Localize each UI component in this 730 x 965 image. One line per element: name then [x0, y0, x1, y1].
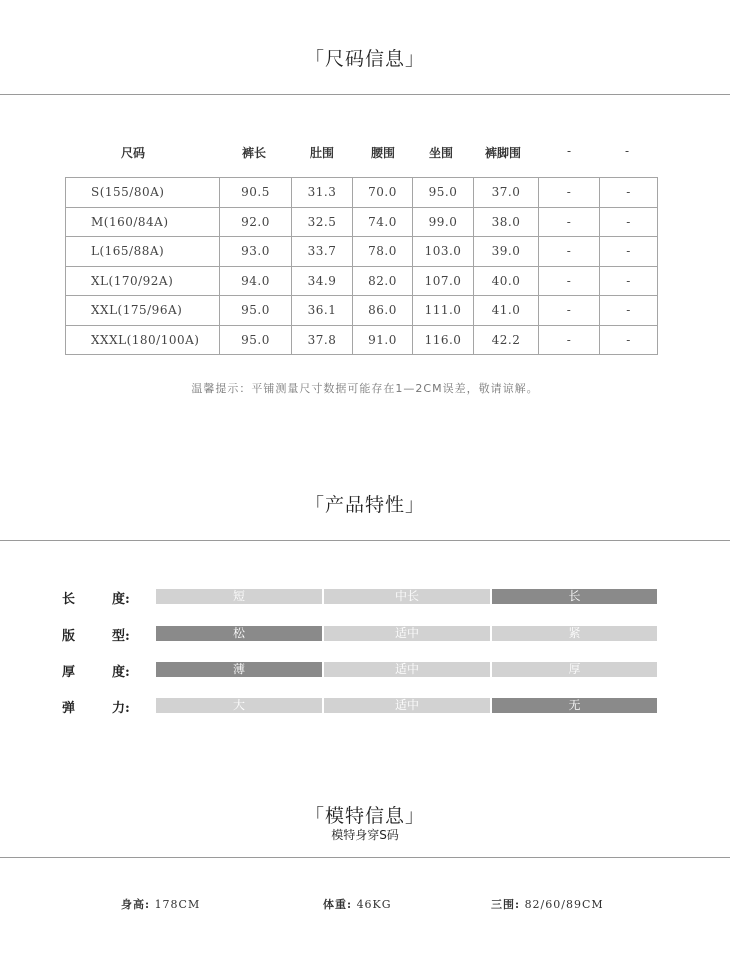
- feature-label: 弹: [62, 701, 76, 716]
- measurement-cell: 40.0: [474, 266, 539, 296]
- measurement-cell: 107.0: [413, 266, 474, 296]
- measurement-cell: 95.0: [413, 178, 474, 208]
- measurement-cell: 31.3: [292, 178, 353, 208]
- measurement-cell: -: [600, 207, 658, 237]
- measurement-cell: 33.7: [292, 237, 353, 267]
- model-subtitle: 模特身穿S码: [331, 828, 399, 842]
- size-cell: M(160/84A): [66, 207, 220, 237]
- table-row: [66, 296, 658, 326]
- header-belly: 肚围: [310, 146, 335, 160]
- measurement-cell: 90.5: [220, 178, 292, 208]
- measurement-cell: 95.0: [220, 325, 292, 355]
- size-cell: XL(170/92A): [66, 266, 220, 296]
- feature-label: 厚: [62, 665, 76, 680]
- feature-label-suffix: 度:: [112, 592, 130, 607]
- measurement-cell: 94.0: [220, 266, 292, 296]
- measurement-cell: 41.0: [474, 296, 539, 326]
- measurement-cell: 86.0: [353, 296, 413, 326]
- model-weight-value: 46KG: [356, 898, 392, 911]
- feature-option-selected: 薄: [156, 662, 322, 677]
- feature-option: 紧: [492, 626, 657, 641]
- feature-option-selected: 松: [156, 626, 322, 641]
- measurement-cell: 93.0: [220, 237, 292, 267]
- measurement-cell: 34.9: [292, 266, 353, 296]
- header-blank-1: -: [567, 144, 572, 158]
- feature-option-selected: 长: [492, 589, 657, 604]
- size-cell: S(155/80A): [66, 178, 220, 208]
- feature-option: 适中: [324, 662, 490, 677]
- measurement-cell: 99.0: [413, 207, 474, 237]
- model-measurements: [491, 896, 604, 912]
- model-weight-label: 体重:: [323, 898, 353, 911]
- header-waist: 腰围: [371, 146, 396, 160]
- header-hem: 裤脚围: [485, 146, 522, 160]
- feature-option: 中长: [324, 589, 490, 604]
- measurement-cell: 95.0: [220, 296, 292, 326]
- feature-option: 适中: [324, 698, 490, 713]
- measurement-cell: -: [539, 207, 600, 237]
- measurement-cell: -: [600, 178, 658, 208]
- measurement-cell: 38.0: [474, 207, 539, 237]
- measurement-cell: 36.1: [292, 296, 353, 326]
- table-row: [66, 325, 658, 355]
- measurement-cell: -: [600, 237, 658, 267]
- feature-label: 长: [62, 592, 76, 607]
- feature-option: 适中: [324, 626, 490, 641]
- measurement-cell: 92.0: [220, 207, 292, 237]
- table-row: [66, 178, 658, 208]
- table-row: [66, 266, 658, 296]
- measurement-cell: 74.0: [353, 207, 413, 237]
- size-cell: XXL(175/96A): [66, 296, 220, 326]
- model-height-value: 178CM: [154, 898, 201, 911]
- feature-label: 版: [62, 629, 76, 644]
- measurement-cell: 82.0: [353, 266, 413, 296]
- feature-label-suffix: 力:: [112, 701, 130, 716]
- divider: [0, 540, 730, 541]
- measurement-cell: 32.5: [292, 207, 353, 237]
- model-section-title: 「模特信息」: [304, 805, 425, 827]
- feature-option: 短: [156, 589, 322, 604]
- feature-row: [0, 662, 730, 678]
- header-length: 裤长: [242, 146, 267, 160]
- size-cell: L(165/88A): [66, 237, 220, 267]
- measurement-cell: 37.0: [474, 178, 539, 208]
- measurement-note: 温馨提示：平铺测量尺寸数据可能存在1—2CM误差，敬请谅解。: [191, 382, 539, 395]
- feature-section-title: 「产品特性」: [304, 494, 425, 516]
- divider: [0, 94, 730, 95]
- size-table: [65, 177, 658, 355]
- header-hip: 坐围: [429, 146, 454, 160]
- size-cell: XXXL(180/100A): [66, 325, 220, 355]
- feature-label-suffix: 度:: [112, 665, 130, 680]
- model-height: [121, 896, 200, 912]
- measurement-cell: 91.0: [353, 325, 413, 355]
- feature-option: 厚: [492, 662, 657, 677]
- feature-row: [0, 626, 730, 642]
- measurement-cell: -: [600, 325, 658, 355]
- feature-row: [0, 589, 730, 605]
- measurement-cell: 42.2: [474, 325, 539, 355]
- measurement-cell: -: [600, 296, 658, 326]
- feature-option: 大: [156, 698, 322, 713]
- measurement-cell: -: [539, 296, 600, 326]
- measurement-cell: -: [539, 266, 600, 296]
- feature-row: [0, 698, 730, 714]
- feature-label-suffix: 型:: [112, 629, 130, 644]
- measurement-cell: 111.0: [413, 296, 474, 326]
- measurement-cell: 116.0: [413, 325, 474, 355]
- measurement-cell: -: [539, 237, 600, 267]
- measurement-cell: 39.0: [474, 237, 539, 267]
- model-measure-label: 三围:: [491, 898, 521, 911]
- measurement-cell: 103.0: [413, 237, 474, 267]
- measurement-cell: -: [600, 266, 658, 296]
- header-size: 尺码: [121, 146, 146, 160]
- table-row: [66, 207, 658, 237]
- measurement-cell: -: [539, 178, 600, 208]
- measurement-cell: 70.0: [353, 178, 413, 208]
- measurement-cell: -: [539, 325, 600, 355]
- measurement-cell: 78.0: [353, 237, 413, 267]
- header-blank-2: -: [625, 144, 630, 158]
- feature-option-selected: 无: [492, 698, 657, 713]
- measurement-cell: 37.8: [292, 325, 353, 355]
- divider: [0, 857, 730, 858]
- size-section-title: 「尺码信息」: [304, 48, 425, 70]
- model-measure-value: 82/60/89CM: [524, 898, 604, 911]
- table-row: [66, 237, 658, 267]
- model-weight: [323, 896, 392, 912]
- model-height-label: 身高:: [121, 898, 151, 911]
